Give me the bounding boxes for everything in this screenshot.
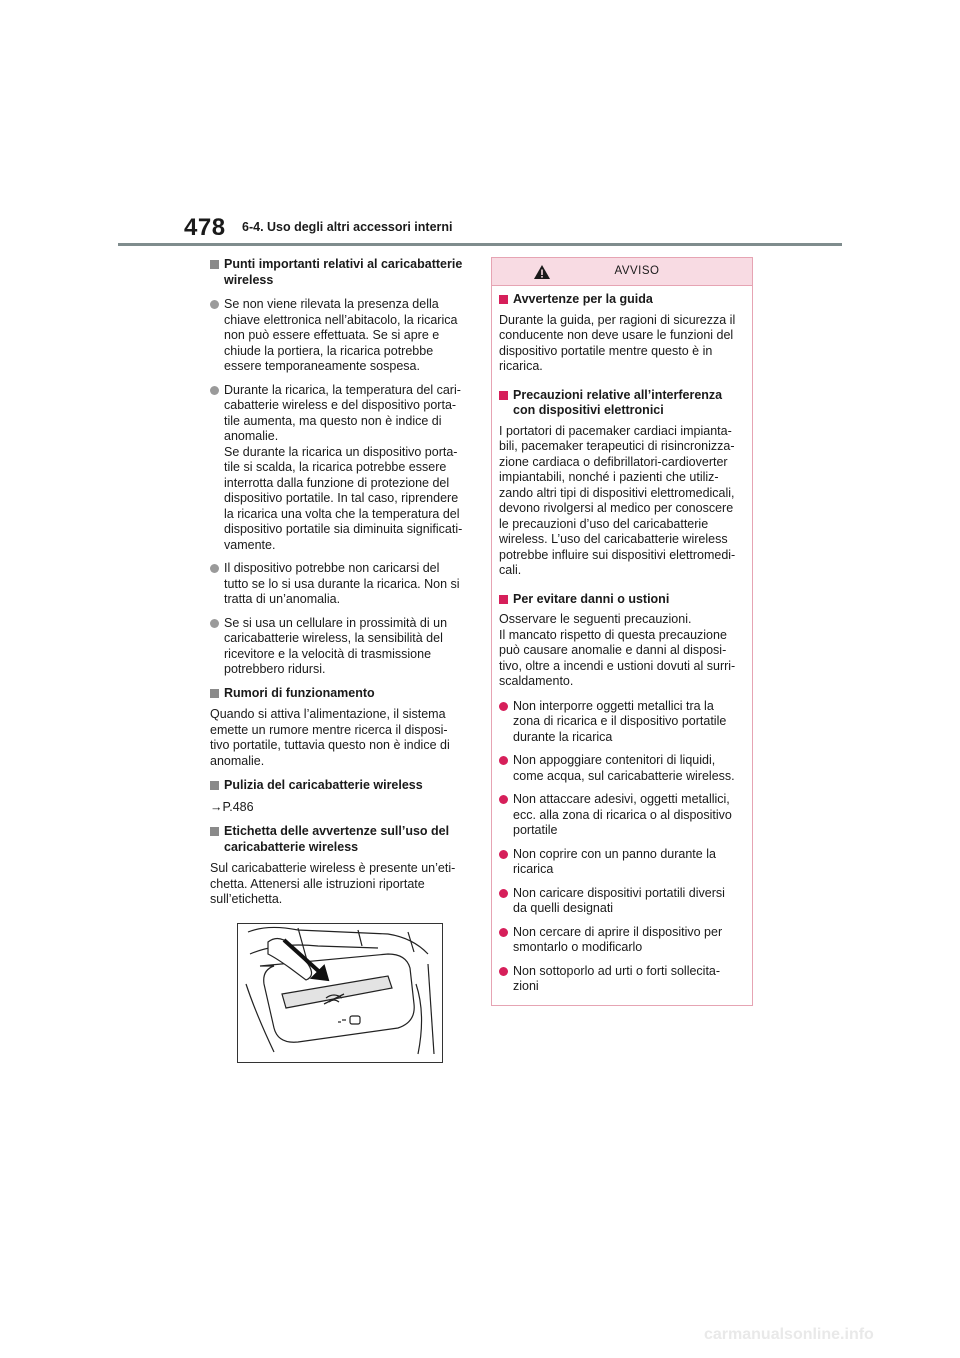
text-line: dispositivo portatile sia diminuita significati-: [224, 522, 463, 536]
text-line: essere temporaneamente sospesa.: [224, 359, 420, 373]
list-item: [210, 297, 472, 375]
text-line: chetta. Attenersi alle istruzioni riportate: [210, 876, 425, 891]
heading-damage-burns: [499, 592, 745, 608]
text-line: dispositivo portatile. In tal caso, riprendere: [224, 491, 459, 505]
text-line: tile si scalda, la ricarica potrebbe essere: [224, 460, 447, 474]
text-line: le precauzioni d’uso del caricabatterie: [499, 516, 709, 531]
text-line: Il mancato rispetto di questa precauzione: [499, 627, 727, 642]
list-item: [499, 792, 745, 839]
section-title: 6-4. Uso degli altri accessori interni: [242, 220, 453, 234]
heading-interference: [499, 388, 745, 419]
warning-label: AVVISO: [614, 264, 660, 277]
text-line: zioni: [513, 979, 539, 993]
text-line: chiude la portiera, la ricarica potrebbe: [224, 343, 434, 358]
round-bullet-icon: [499, 889, 508, 898]
list-item: [499, 699, 745, 746]
page-number: 478: [184, 214, 226, 241]
text-line: tivo, oltre a incendi e ustioni dovuti al surri-: [499, 658, 736, 673]
heading-text: Rumori di funzionamento: [224, 685, 375, 700]
text-line: cabatterie wireless e del dispositivo porta-: [224, 398, 457, 412]
warning-header: [492, 258, 752, 286]
text-line: non può essere effettuata. Se si apre e: [224, 328, 440, 342]
list-item: [499, 886, 745, 917]
square-bullet-icon: [499, 595, 508, 604]
text-line: Sul caricabatterie wireless è presente un’eti-: [210, 861, 456, 875]
text-line: zona di ricarica e il dispositivo portatile: [513, 714, 727, 728]
heading-driving-warning: [499, 292, 745, 308]
text-line: ricarica.: [499, 359, 543, 373]
square-bullet-icon: [499, 391, 508, 400]
text-line: tile aumenta, ma questo non è indice di: [224, 413, 442, 428]
heading-line: con dispositivi elettronici: [513, 403, 664, 417]
text-line: Se durante la ricarica un dispositivo porta-: [224, 444, 458, 459]
round-bullet-icon: [499, 702, 508, 711]
text-line: ricarica: [513, 862, 554, 876]
warning-triangle-icon: [533, 264, 551, 280]
charger-drawing: [238, 924, 442, 1062]
text-line: emette un rumore mentre ricerca il disposi-: [210, 722, 448, 737]
square-bullet-icon: [210, 827, 219, 836]
square-bullet-icon: [210, 781, 219, 790]
text-line: Durante la guida, per ragioni di sicurezza il: [499, 312, 736, 327]
list-item: [499, 925, 745, 956]
text-line: chiave elettronica nell’abitacolo, la ricarica: [224, 312, 458, 327]
text-line: tratta di un’anomalia.: [224, 592, 341, 606]
text-line: vamente.: [224, 537, 276, 552]
heading-cleaning: [210, 778, 472, 794]
heading-text: Pulizia del caricabatterie wireless: [224, 778, 423, 792]
round-bullet-icon: [499, 928, 508, 937]
text-line: zione cardiaca o defibrillatori-cardioverter: [499, 454, 728, 469]
list-item: [499, 964, 745, 995]
text-line: la ricarica una volta che la temperatura del: [224, 506, 460, 521]
text-line: anomalie.: [210, 753, 265, 768]
list-item: [499, 847, 745, 878]
text-line: impiantabili, nonché i pazienti che utiliz-: [499, 470, 719, 484]
heading-operating-noise: [210, 686, 472, 702]
round-bullet-icon: [210, 386, 219, 395]
text-line: Osservare le seguenti precauzioni.: [499, 612, 692, 626]
heading-line: caricabatterie wireless: [224, 839, 359, 854]
text-line: Se non viene rilevata la presenza della: [224, 297, 439, 311]
round-bullet-icon: [210, 564, 219, 573]
text-line: durante la ricarica: [513, 729, 613, 744]
text-line: potrebbero ridursi.: [224, 662, 326, 676]
text-line: I portatori di pacemaker cardiaci impianta-: [499, 423, 732, 438]
square-bullet-icon: [210, 689, 219, 698]
heading-text: Per evitare danni o ustioni: [513, 591, 670, 606]
text-line: tivo portatile, tuttavia questo non è indice di: [210, 738, 450, 752]
text-line: caricabatterie wireless, la sensibilità del: [224, 631, 443, 645]
text-line: interrotta dalla funzione di protezione del: [224, 475, 450, 490]
text-line: smontarlo o modificarlo: [513, 940, 643, 954]
round-bullet-icon: [210, 300, 219, 309]
text-line: potrebbe influire sui dispositivi elettromedi-: [499, 547, 736, 562]
heading-line: Etichetta delle avvertenze sull’uso del: [224, 824, 450, 838]
text-line: portatile: [513, 823, 558, 837]
text-line: ricevitore e la velocità di trasmissione: [224, 646, 432, 661]
round-bullet-icon: [210, 619, 219, 628]
warning-box: [491, 257, 753, 1006]
text-line: Se si usa un cellulare in prossimità di un: [224, 615, 448, 630]
text-line: conducente non deve usare le funzioni del: [499, 328, 734, 342]
list-item: [210, 383, 472, 554]
heading-line: Precauzioni relative all’interferenza: [513, 387, 723, 402]
text-line: cali.: [499, 563, 522, 577]
text-line: può causare anomalie e danni al disposi-: [499, 643, 727, 657]
text-line: dispositivo portatile mentre questo è in: [499, 343, 713, 358]
text-line: come acqua, sul caricabatterie wireless.: [513, 768, 735, 783]
heading-line: Punti importanti relativi al caricabatterie: [224, 257, 463, 271]
text-line: wireless. L’uso del caricabatterie wireless: [499, 532, 728, 546]
heading-warning-label: [210, 824, 472, 855]
wireless-charger-illustration: [237, 923, 443, 1063]
list-item: [210, 616, 472, 678]
round-bullet-icon: [499, 795, 508, 804]
text-line: Il dispositivo potrebbe non caricarsi del: [224, 561, 440, 575]
square-bullet-icon: [210, 260, 219, 269]
list-item: [210, 561, 472, 608]
page-reference-link[interactable]: →P.486: [210, 799, 254, 814]
text-line: bili, pacemaker terapeutici di risincronizza-: [499, 439, 735, 453]
text-line: Non cercare di aprire il dispositivo per: [513, 924, 723, 939]
warning-body: [492, 286, 752, 1005]
left-column: [210, 257, 472, 917]
paragraph: [499, 313, 745, 375]
text-line: scaldamento.: [499, 674, 574, 688]
paragraph: [499, 612, 745, 690]
paragraph: [210, 861, 472, 908]
round-bullet-icon: [499, 756, 508, 765]
text-line: zando altri tipi di dispositivi elettromedicali,: [499, 485, 735, 500]
heading-text: Avvertenze per la guida: [513, 292, 653, 306]
text-line: ecc. alla zona di ricarica o al dispositivo: [513, 807, 732, 822]
text-line: Non appoggiare contenitori di liquidi,: [513, 753, 716, 767]
paragraph: [499, 424, 745, 579]
watermark: carmanualsonline.info: [704, 1326, 874, 1343]
text-line: Non coprire con un panno durante la: [513, 846, 716, 861]
text-line: Durante la ricarica, la temperatura del cari-: [224, 382, 461, 397]
text-line: Non caricare dispositivi portatili diversi: [513, 885, 725, 900]
header-rule: [118, 243, 842, 246]
text-line: Non interporre oggetti metallici tra la: [513, 698, 714, 713]
square-bullet-icon: [499, 295, 508, 304]
text-line: anomalie.: [224, 429, 279, 443]
text-line: Quando si attiva l’alimentazione, il sistema: [210, 707, 446, 721]
text-line: devono rivolgersi al medico per conoscere: [499, 501, 734, 515]
text-line: Non sottoporlo ad urti o forti sollecita-: [513, 963, 721, 978]
text-line: tutto se lo si usa durante la ricarica. Non si: [224, 576, 460, 591]
paragraph: [210, 707, 472, 769]
text-line: sull’etichetta.: [210, 892, 283, 906]
heading-wireless-tips: [210, 257, 472, 288]
list-item: [499, 753, 745, 784]
heading-line: wireless: [224, 272, 274, 287]
text-line: da quelli designati: [513, 901, 614, 915]
round-bullet-icon: [499, 850, 508, 859]
round-bullet-icon: [499, 967, 508, 976]
text-line: Non attaccare adesivi, oggetti metallici,: [513, 792, 730, 806]
